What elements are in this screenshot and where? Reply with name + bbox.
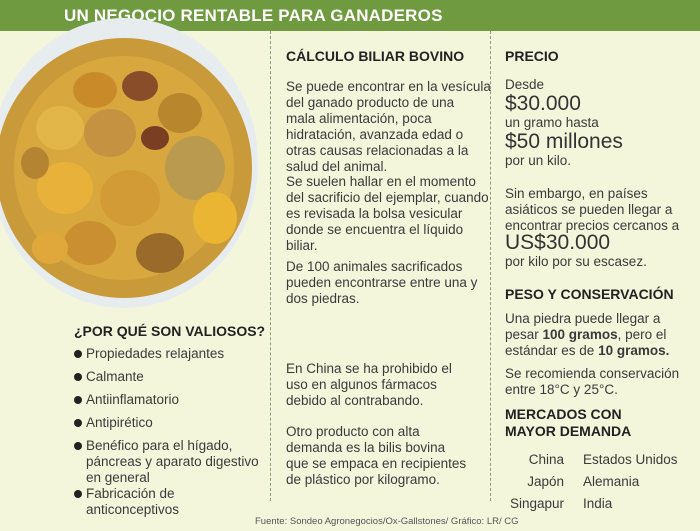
calculo-paragraph-4: En China se ha prohibido el uso en algunos fármacos debido al contrabando. [286,361,452,408]
bullet-icon [74,396,82,404]
market-right: India [583,496,613,511]
peso-paragraph-2: Se recomienda conservación entre 18°C y 25°C. [505,366,680,397]
market-right: Alemania [583,474,640,489]
calculo-paragraph-5: Otro producto con alta demanda es la bilis bovina que se empaca en recipientes de plástico por kilogramo. [286,424,467,487]
list-item: Propiedades relajantes [86,346,225,361]
market-left: China [528,452,564,467]
bullet-icon [74,419,82,427]
peso-title: PESO Y CONSERVACIÓN [505,286,674,302]
calculo-paragraph-2: Se suelen hallar en el momento del sacrificio del ejemplar, cuando es revisada la bolsa vesicular donde se encuentra el líquido biliar. [286,174,489,253]
valiosos-title: ¿POR QUÉ SON VALIOSOS? [74,323,266,339]
calculo-title: CÁLCULO BILIAR BOVINO [286,48,465,64]
list-item: Benéfico para el hígado, páncreas y aparato digestivo en general [86,438,259,485]
list-item: Fabricación de anticonceptivos [86,486,180,517]
precio-paragraph: Sin embargo, en países asiáticos se pueden llegar a encontrar precios cercanos a [505,186,680,233]
market-left: Japón [527,474,564,489]
calculo-paragraph-3: De 100 animales sacrificados pueden encontrarse entre una y dos piedras. [286,259,478,306]
price-2: $50 millones [505,130,623,153]
price-3: US$30.000 [505,231,611,254]
mercados-title: MERCADOS CON MAYOR DEMANDA [505,406,632,439]
bullet-icon [74,373,82,381]
precio-desde: Desde [505,77,545,92]
page-title: UN NEGOCIO RENTABLE PARA GANADEROS [64,6,443,25]
precio-title: PRECIO [505,48,559,64]
market-left: Singapur [509,496,564,511]
list-item: Calmante [86,369,144,384]
list-item: Antiinflamatorio [86,392,180,407]
bullet-icon [74,490,82,498]
gallstones-photo [0,18,258,308]
price-2-unit: por un kilo. [505,153,572,168]
market-right: Estados Unidos [583,452,678,467]
calculo-paragraph-1: Se puede encontrar en la vesícula del ganado producto de una mala alimentación, poca hidratación, avanzada edad o otras causas relacionadas a la salud del animal. [286,79,491,174]
price-1-unit: un gramo hasta [505,115,599,130]
column-divider-left [270,31,271,501]
source-footer: Fuente: Sondeo Agronegocios/Ox-Gallstones/ Gráfico: LR/ CG [255,516,519,527]
price-1: $30.000 [505,92,581,115]
price-3-unit: por kilo por su escasez. [505,254,647,269]
peso-paragraph-1: Una piedra puede llegar a pesar 100 gramos, pero el estándar es de 10 gramos. [505,311,670,358]
bullet-icon [74,442,82,450]
list-item: Antipirético [86,415,153,430]
bullet-icon [74,350,82,358]
